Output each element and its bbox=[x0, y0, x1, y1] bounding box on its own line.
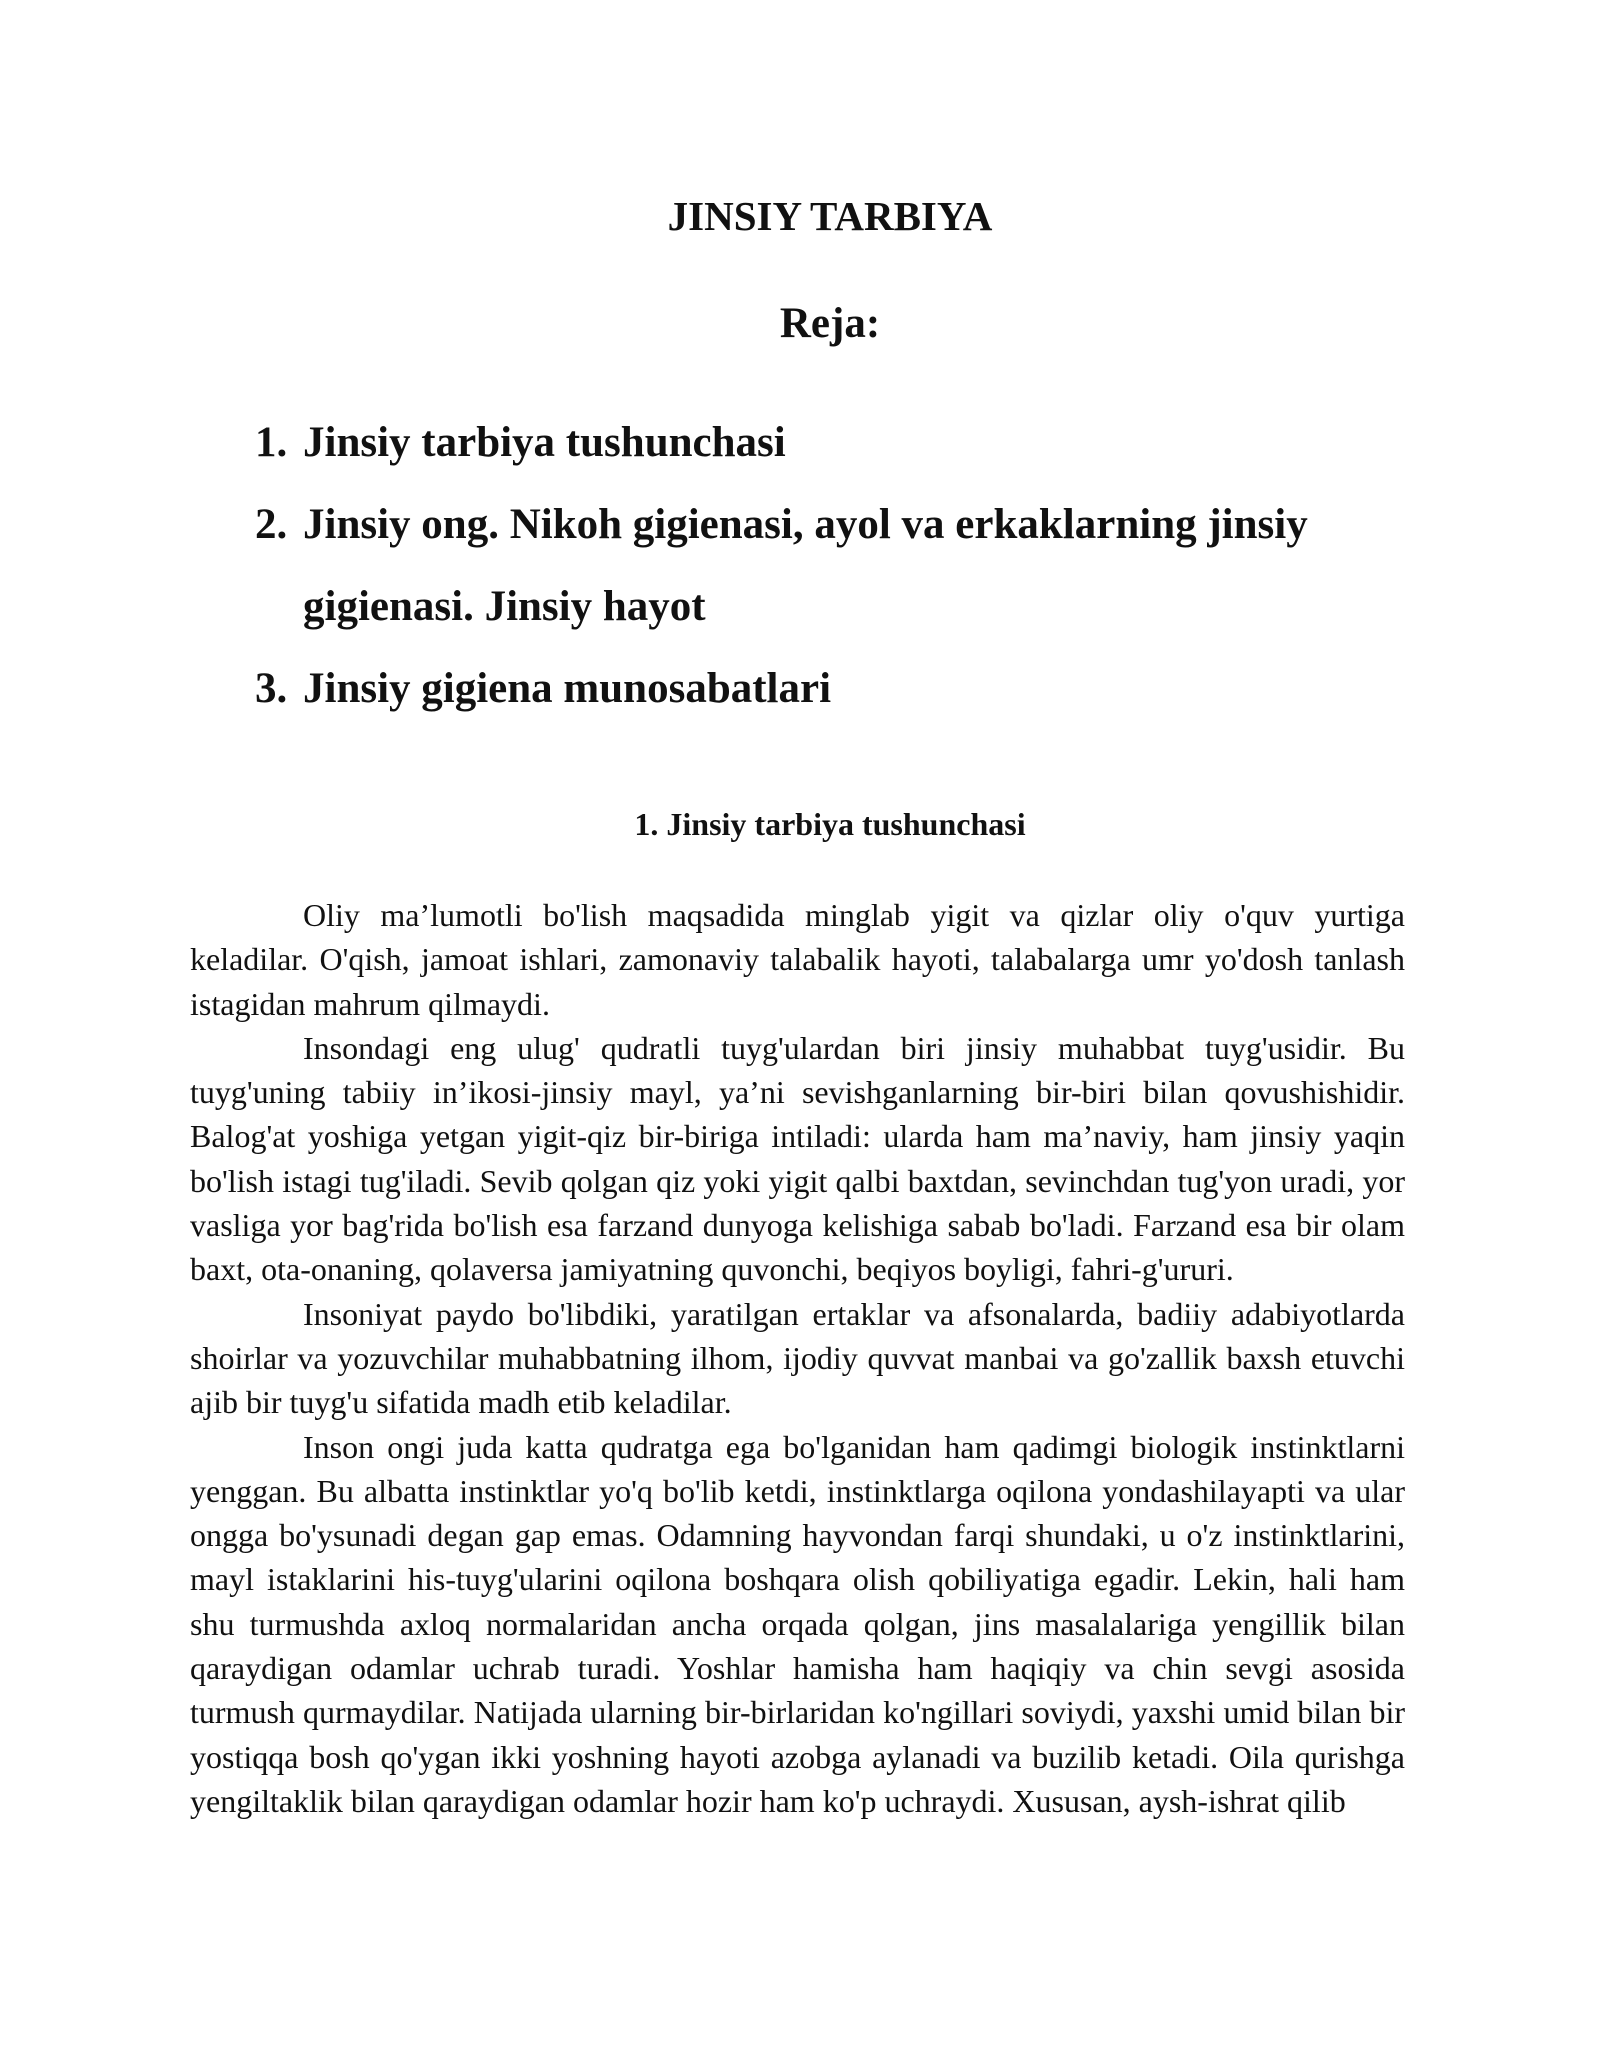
paragraph: Inson ongi juda katta qudratga ega bo'lganidan ham qadimgi biologik instinktlarni yenggan. Bu albatta instinktlar yo'q bo'lib ketdi, instinktlarga oqilona yondashilayapti va ular ongga bo'ysunadi degan gap emas. Odamning hayvondan farqi shundaki, u o'z instinktlarini, mayl istaklarini his-tuyg'ularini oqilona boshqara olish qobiliyatiga egadir. Lekin, hali ham shu turmushda axloq normalaridan ancha orqada qolgan, jins masalalariga yengillik bilan qaraydigan odamlar uchrab turadi. Yoshlar hamisha ham haqiqiy va chin sevgi asosida turmush qurmaydilar. Natijada ularning bir-birlaridan ko'ngillari soviydi, yaxshi umid bilan bir yostiqqa bosh qo'ygan ikki yoshning hayoti azobga aylanadi va buzilib ketadi. Oila qurishga yengiltaklik bilan qaraydigan odamlar hozir ham ko'p uchraydi. Xususan, aysh-ishrat qilib bbox=[190, 1428, 1405, 1819]
paragraph: Oliy ma’lumotli bo'lish maqsadida minglab yigit va qizlar oliy o'quv yurtiga keladilar. O'qish, jamoat ishlari, zamonaviy talabalik hayoti, talabalarga umr yo'dosh tanlash istagidan mahrum qilmaydi. bbox=[190, 897, 1405, 1022]
body-text bbox=[190, 893, 1405, 1823]
plan-item-number: 2. bbox=[255, 501, 288, 548]
paragraph: Insondagi eng ulug' qudratli tuyg'ulardan biri jinsiy muhabbat tuyg'usidir. Bu tuyg'uning tabiiy in’ikosi-jinsiy mayl, ya’ni sevishganlarning bir-biri bilan qovushishidir. Balog'at yoshiga yetgan yigit-qiz bir-biriga intiladi: ularda ham ma’naviy, ham jinsiy yaqin bo'lish istagi tug'iladi. Sevib qolgan qiz yoki yigit qalbi baxtdan, sevinchdan tug'yon uradi, yor vasliga yor bag'rida bo'lish esa farzand dunyoga kelishiga sabab bo'ladi. Farzand esa bir olam baxt, ota-onaning, qolaversa jamiyatning quvonchi, beqiyos boyligi, fahri-g'ururi. bbox=[190, 1029, 1405, 1288]
plan-item bbox=[255, 402, 1415, 484]
section-heading: 1. Jinsiy tarbiya tushunchasi bbox=[634, 806, 1026, 842]
plan-item-number: 1. bbox=[255, 419, 288, 466]
plan-item-text: Jinsiy tarbiya tushunchasi bbox=[303, 419, 786, 466]
plan-item bbox=[255, 484, 1415, 648]
plan-list bbox=[255, 402, 1415, 730]
plan-item-text: Jinsiy gigiena munosabatlari bbox=[303, 665, 832, 712]
document-title: JINSIY TARBIYA bbox=[667, 193, 993, 239]
plan-item-text: Jinsiy ong. Nikoh gigienasi, ayol va erkaklarning jinsiy gigienasi. Jinsiy hayot bbox=[303, 501, 1308, 630]
plan-item bbox=[255, 648, 1415, 730]
plan-item-number: 3. bbox=[255, 665, 288, 712]
plan-heading: Reja: bbox=[779, 300, 881, 347]
paragraph: Insoniyat paydo bo'libdiki, yaratilgan ertaklar va afsonalarda, badiiy adabiyotlarda shoirlar va yozuvchilar muhabbatning ilhom, ijodiy quvvat manbai va go'zallik baxsh etuvchi ajib bir tuyg'u sifatida madh etib keladilar. bbox=[190, 1295, 1405, 1421]
